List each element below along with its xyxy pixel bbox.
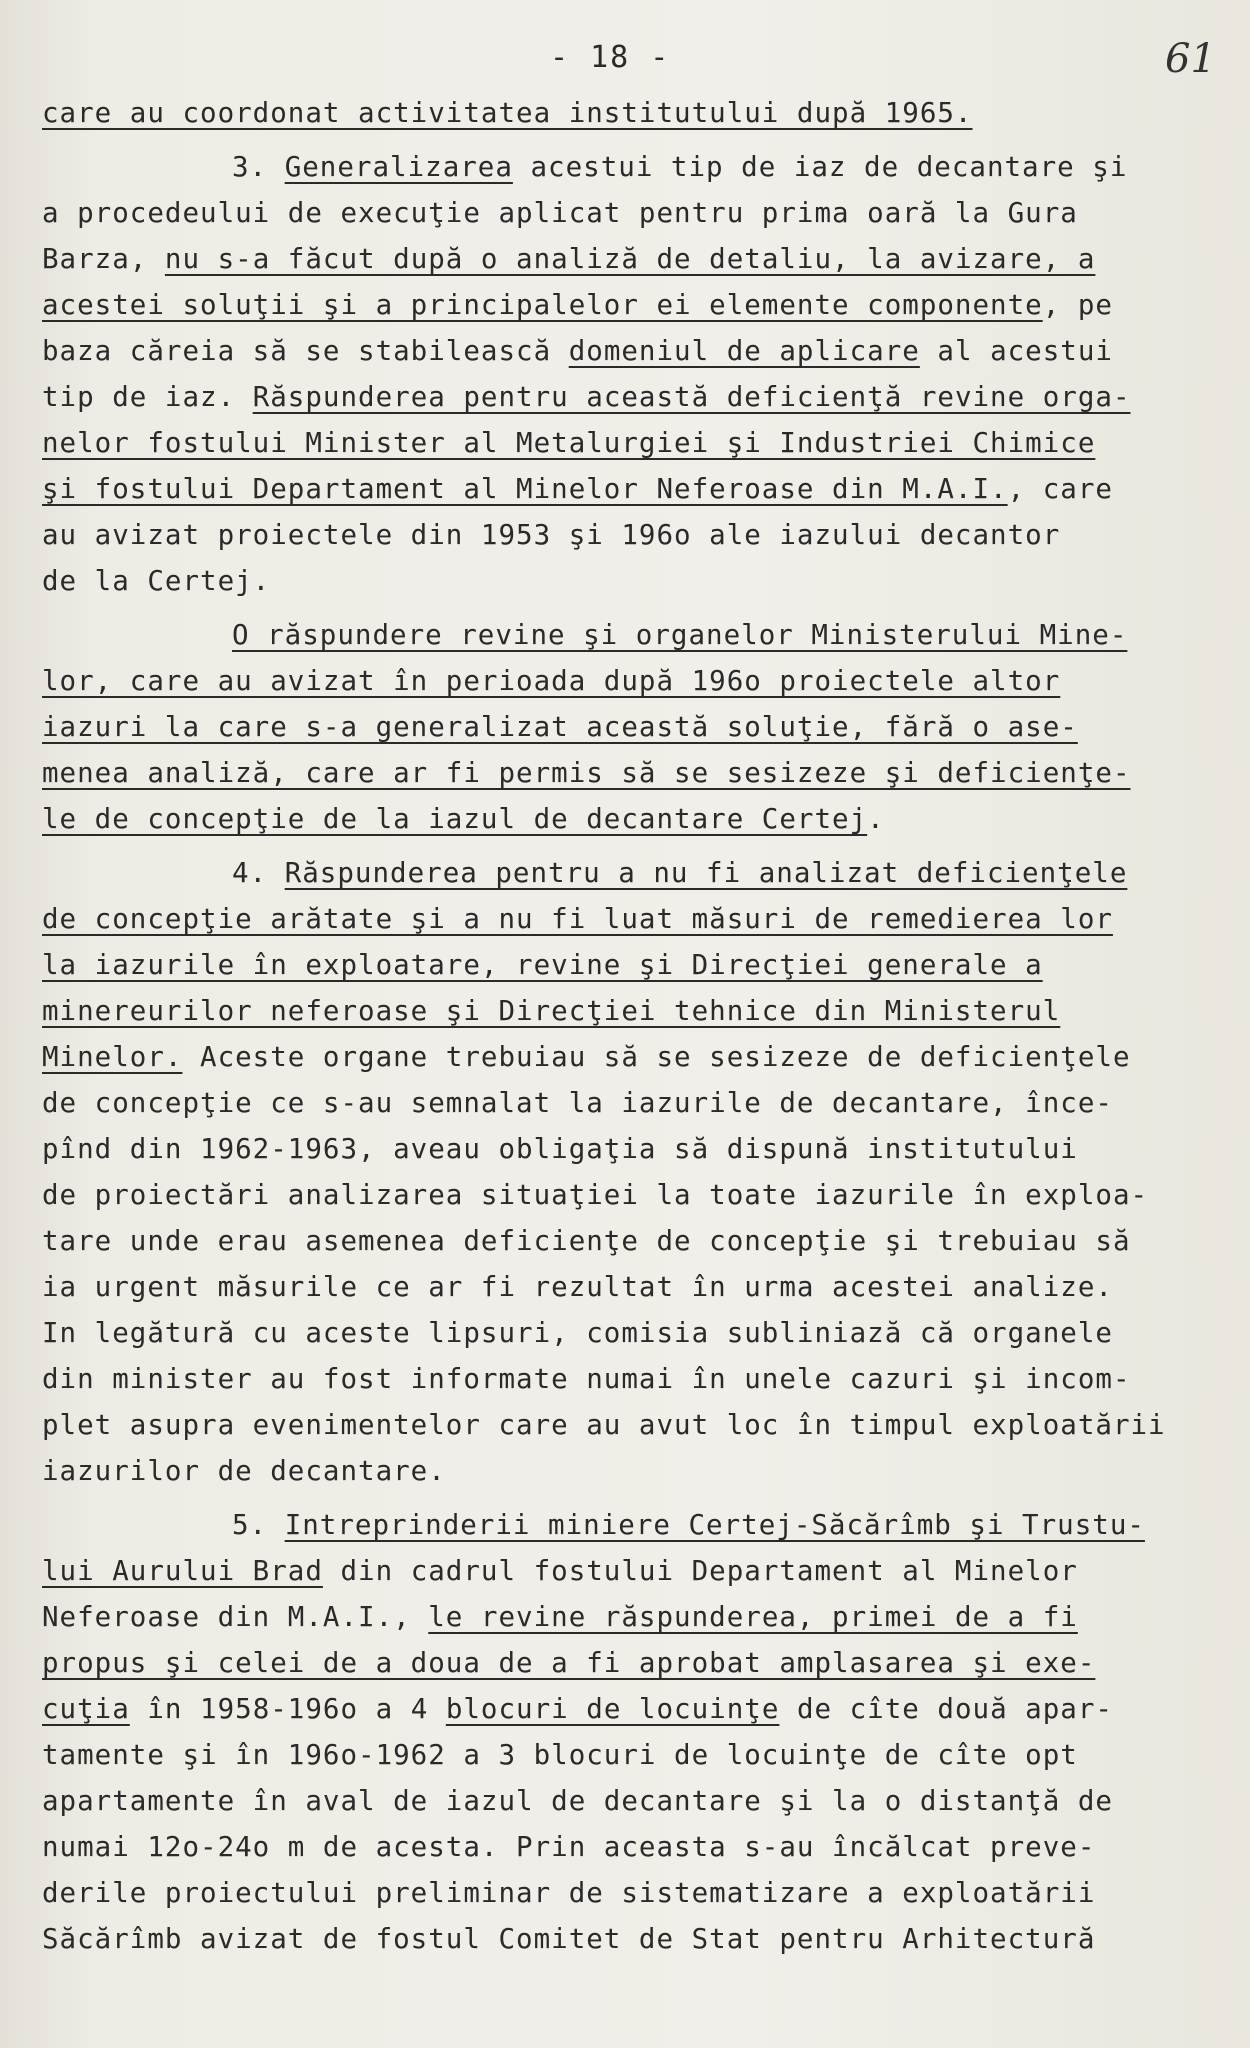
- text-line: iazuri la care s-a generalizat această soluţie, fără o ase-: [42, 711, 1078, 743]
- paragraph-number: 5.: [232, 1509, 268, 1541]
- text-line: cuţia în 1958-196o a 4 blocuri de locuinţe de cîte două apar-: [42, 1693, 1113, 1725]
- text-line: menea analiză, care ar fi permis să se sesizeze şi deficienţe-: [42, 757, 1131, 789]
- paragraph-number: 4.: [232, 857, 268, 889]
- text-line: Neferoase din M.A.I., le revine răspunderea, primei de a fi: [42, 1601, 1078, 1633]
- handwritten-archive-number: 61: [1165, 36, 1216, 82]
- text-line: O răspundere revine şi organelor Ministerului Mine-: [232, 619, 1128, 651]
- text-line: iazurilor de decantare.: [42, 1455, 446, 1487]
- text-line: nelor fostului Minister al Metalurgiei şi Industriei Chimice: [42, 427, 1096, 459]
- text-line: pînd din 1962-1963, aveau obligaţia să dispună institutului: [42, 1133, 1078, 1165]
- text-line: baza căreia să se stabilească domeniul de aplicare al acestui: [42, 335, 1113, 367]
- text-line: Minelor. Aceste organe trebuiau să se sesizeze de deficienţele: [42, 1041, 1131, 1073]
- text-line: Barza, nu s-a făcut după o analiză de detaliu, la avizare, a: [42, 243, 1096, 275]
- text-line: lui Aurului Brad din cadrul fostului Departament al Minelor: [42, 1555, 1078, 1587]
- paragraph-4-line: 4. Răspunderea pentru a nu fi analizat deficienţele: [232, 857, 1128, 889]
- text-line: din minister au fost informate numai în unele cazuri şi incom-: [42, 1363, 1131, 1395]
- text-line: de concepţie arătate şi a nu fi luat măsuri de remedierea lor: [42, 903, 1113, 935]
- paragraph-3-line: 3. Generalizarea acestui tip de iaz de decantare şi: [232, 151, 1128, 183]
- text-line: tamente şi în 196o-1962 a 3 blocuri de locuinţe de cîte opt: [42, 1739, 1078, 1771]
- text-line: ia urgent măsurile ce ar fi rezultat în urma acestei analize.: [42, 1271, 1113, 1303]
- text-line: minereurilor neferoase şi Direcţiei tehnice din Ministerul: [42, 995, 1061, 1027]
- text-line: şi fostului Departament al Minelor Neferoase din M.A.I., care: [42, 473, 1113, 505]
- text-line: derile proiectului preliminar de sistematizare a exploatării: [42, 1877, 1096, 1909]
- text-line: lor, care au avizat în perioada după 196o proiectele altor: [42, 665, 1061, 697]
- text-line: de la Certej.: [42, 565, 271, 597]
- text-line: au avizat proiectele din 1953 şi 196o ale iazului decantor: [42, 519, 1061, 551]
- text-line: plet asupra evenimentelor care au avut loc în timpul exploatării: [42, 1409, 1166, 1441]
- text-line: numai 12o-24o m de acesta. Prin aceasta s-au încălcat preve-: [42, 1831, 1096, 1863]
- text-line: la iazurile în exploatare, revine şi Direcţiei generale a: [42, 949, 1043, 981]
- text-line: acestei soluţii şi a principalelor ei elemente componente, pe: [42, 289, 1113, 321]
- text-line: tip de iaz. Răspunderea pentru această deficienţă revine orga-: [42, 381, 1131, 413]
- paragraph-number: 3.: [232, 151, 268, 183]
- text-line: le de concepţie de la iazul de decantare Certej.: [42, 803, 885, 835]
- text-line: de concepţie ce s-au semnalat la iazurile de decantare, înce-: [42, 1087, 1113, 1119]
- text-line: a procedeului de execuţie aplicat pentru prima oară la Gura: [42, 197, 1078, 229]
- page-number: - 18 -: [550, 40, 671, 75]
- text-line: Săcărîmb avizat de fostul Comitet de Stat pentru Arhitectură: [42, 1923, 1096, 1955]
- text-line: tare unde erau asemenea deficienţe de concepţie şi trebuiau să: [42, 1225, 1131, 1257]
- text-line: propus şi celei de a doua de a fi aprobat amplasarea şi exe-: [42, 1647, 1096, 1679]
- paragraph-5-line: 5. Intreprinderii miniere Certej-Săcărîmb şi Trustu-: [232, 1509, 1145, 1541]
- text-line: de proiectări analizarea situaţiei la toate iazurile în exploa-: [42, 1179, 1149, 1211]
- text-line: apartamente în aval de iazul de decantare şi la o distanţă de: [42, 1785, 1113, 1817]
- text-line: care au coordonat activitatea institutului după 1965.: [42, 97, 973, 129]
- text-line: In legătură cu aceste lipsuri, comisia subliniază că organele: [42, 1317, 1113, 1349]
- document-body: [42, 90, 1222, 1962]
